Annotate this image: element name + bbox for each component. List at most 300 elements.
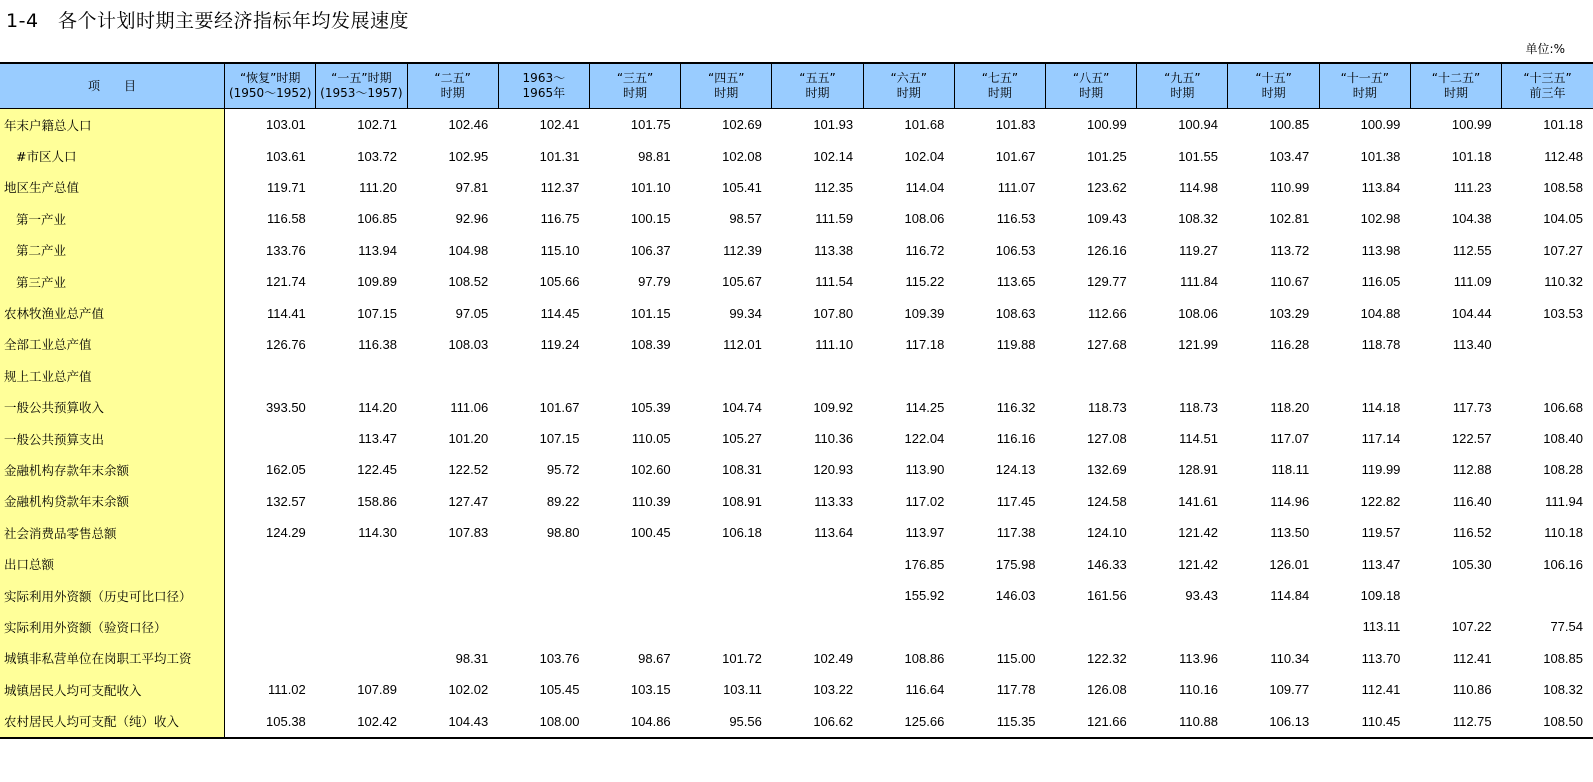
table-cell: 127.68 bbox=[1086, 336, 1127, 352]
table-cell: 115.35 bbox=[954, 705, 1045, 737]
table-cell: 98.31 bbox=[455, 650, 489, 666]
table-cell: 102.71 bbox=[357, 117, 397, 133]
table-cell bbox=[1137, 360, 1228, 391]
column-header: “五五” 时期 bbox=[772, 63, 863, 109]
table-row bbox=[0, 423, 1593, 454]
table-cell: 101.67 bbox=[539, 399, 580, 415]
table-row bbox=[0, 140, 1593, 171]
table-cell bbox=[772, 580, 863, 611]
table-cell: 105.38 bbox=[225, 705, 316, 737]
table-cell: 98.57 bbox=[729, 211, 762, 227]
table-cell: 101.15 bbox=[630, 305, 671, 321]
table-cell: 108.03 bbox=[448, 336, 489, 352]
row-label: 规上工业总产值 bbox=[0, 360, 225, 391]
table-cell: 113.96 bbox=[1179, 650, 1218, 666]
table-cell bbox=[1502, 329, 1593, 360]
table-cell: 113.47 bbox=[358, 431, 397, 447]
row-label: 第一产业 bbox=[0, 203, 225, 234]
table-cell bbox=[772, 360, 863, 391]
table-cell: 97.05 bbox=[455, 305, 489, 321]
table-cell: 100.99 bbox=[1086, 117, 1127, 133]
table-cell: 111.23 bbox=[1453, 179, 1492, 195]
table-cell bbox=[681, 611, 772, 642]
table-cell: 115.10 bbox=[540, 242, 580, 258]
table-cell: 101.83 bbox=[995, 117, 1036, 133]
table-cell: 114.04 bbox=[905, 179, 945, 195]
row-label: 出口总额 bbox=[0, 548, 225, 579]
table-cell: 111.10 bbox=[815, 336, 854, 352]
table-cell bbox=[954, 611, 1045, 642]
table-cell: 110.86 bbox=[1452, 682, 1492, 698]
table-cell: 105.67 bbox=[722, 274, 762, 290]
table-cell: 109.92 bbox=[813, 399, 854, 415]
table-cell bbox=[316, 611, 407, 642]
table-cell bbox=[589, 580, 680, 611]
table-cell bbox=[681, 548, 772, 579]
table-cell: 117.14 bbox=[1361, 431, 1401, 447]
table-cell: 98.67 bbox=[638, 650, 671, 666]
page-title: 1-4 各个计划时期主要经济指标年均发展速度 bbox=[6, 10, 410, 32]
table-cell: 121.74 bbox=[266, 274, 306, 290]
table-cell: 122.45 bbox=[357, 462, 397, 478]
table-row bbox=[0, 486, 1593, 517]
row-label: 实际利用外资额（历史可比口径） bbox=[0, 580, 225, 611]
table-cell: 132.69 bbox=[1086, 462, 1127, 478]
table-cell: 101.18 bbox=[1543, 117, 1583, 133]
table-row bbox=[0, 517, 1593, 548]
table-row bbox=[0, 392, 1593, 423]
table-row bbox=[0, 674, 1593, 705]
row-label: 一般公共预算收入 bbox=[0, 392, 225, 423]
table-cell: 111.20 bbox=[359, 179, 397, 195]
table-row bbox=[0, 329, 1593, 360]
table-cell: 104.43 bbox=[407, 705, 498, 737]
table-cell: 113.64 bbox=[814, 525, 854, 541]
table-cell: 104.74 bbox=[722, 399, 762, 415]
table-cell: 127.47 bbox=[448, 493, 489, 509]
table-cell: 126.08 bbox=[1086, 682, 1127, 698]
table-cell: 141.61 bbox=[1178, 493, 1218, 509]
table-cell: 104.88 bbox=[1360, 305, 1401, 321]
table-cell bbox=[407, 548, 498, 579]
table-cell: 123.62 bbox=[1086, 179, 1127, 195]
table-cell: 127.08 bbox=[1086, 431, 1127, 447]
table-cell: 122.52 bbox=[448, 462, 489, 478]
table-cell: 100.99 bbox=[1451, 117, 1492, 133]
column-header: “二五” 时期 bbox=[407, 63, 498, 109]
table-cell: 119.27 bbox=[1179, 242, 1218, 258]
table-cell: 108.91 bbox=[722, 493, 762, 509]
table-cell: 146.03 bbox=[995, 588, 1036, 604]
table-cell: 108.06 bbox=[1178, 305, 1218, 321]
table-cell: 105.30 bbox=[1451, 556, 1492, 572]
table-cell: 108.52 bbox=[448, 274, 489, 290]
table-cell: 112.75 bbox=[1410, 705, 1501, 737]
table-row bbox=[0, 235, 1593, 266]
table-cell: 113.97 bbox=[905, 525, 945, 541]
table-cell bbox=[589, 548, 680, 579]
table-cell: 113.47 bbox=[1361, 556, 1401, 572]
table-cell: 116.72 bbox=[905, 242, 945, 258]
table-cell: 113.11 bbox=[1362, 619, 1401, 635]
table-cell: 103.61 bbox=[266, 148, 306, 164]
table-row bbox=[0, 705, 1593, 737]
table-cell bbox=[225, 548, 316, 579]
table-cell: 102.42 bbox=[316, 705, 407, 737]
table-cell: 104.05 bbox=[1543, 211, 1583, 227]
row-label: 一般公共预算支出 bbox=[0, 423, 225, 454]
table-cell: 104.98 bbox=[448, 242, 489, 258]
table-cell: 113.98 bbox=[1361, 242, 1401, 258]
table-cell bbox=[316, 643, 407, 674]
table-header-row bbox=[0, 63, 1593, 109]
table-cell bbox=[772, 611, 863, 642]
table-cell: 120.93 bbox=[813, 462, 854, 478]
table-cell: 118.78 bbox=[1361, 336, 1401, 352]
table-cell: 106.85 bbox=[357, 211, 397, 227]
table-cell: 113.50 bbox=[1270, 525, 1310, 541]
table-cell bbox=[1046, 611, 1137, 642]
table-cell bbox=[1046, 360, 1137, 391]
row-label: 地区生产总值 bbox=[0, 172, 225, 203]
table-cell: 111.59 bbox=[815, 211, 854, 227]
table-cell: 117.02 bbox=[905, 493, 945, 509]
row-label: 城镇居民人均可支配收入 bbox=[0, 674, 225, 705]
table-body bbox=[0, 109, 1593, 738]
table-cell: 116.32 bbox=[996, 399, 1036, 415]
table-cell bbox=[1502, 360, 1593, 391]
table-row bbox=[0, 454, 1593, 485]
table-cell: 106.62 bbox=[772, 705, 863, 737]
table-cell: 106.18 bbox=[722, 525, 762, 541]
table-cell: 124.10 bbox=[1086, 525, 1127, 541]
table-cell: 102.69 bbox=[722, 117, 762, 133]
column-header: “四五” 时期 bbox=[681, 63, 772, 109]
table-cell: 118.20 bbox=[1270, 399, 1310, 415]
column-header: “十五” 时期 bbox=[1228, 63, 1319, 109]
column-header: “八五” 时期 bbox=[1046, 63, 1137, 109]
table-cell: 102.60 bbox=[630, 462, 671, 478]
table-cell bbox=[407, 360, 498, 391]
table-cell: 108.85 bbox=[1543, 650, 1583, 666]
table-cell: 113.72 bbox=[1270, 242, 1310, 258]
table-cell: 103.11 bbox=[723, 682, 762, 698]
table-cell: 114.45 bbox=[540, 305, 580, 321]
table-cell: 110.34 bbox=[1270, 650, 1310, 666]
table-cell: 108.58 bbox=[1543, 179, 1583, 195]
table-cell bbox=[498, 580, 589, 611]
table-cell bbox=[1228, 360, 1319, 391]
table-cell: 100.85 bbox=[1269, 117, 1310, 133]
table-cell: 89.22 bbox=[546, 493, 580, 509]
table-cell: 107.15 bbox=[357, 305, 397, 321]
table-cell: 110.32 bbox=[1544, 274, 1583, 290]
table-cell: 108.31 bbox=[722, 462, 762, 478]
table-cell: 106.16 bbox=[1543, 556, 1583, 572]
table-cell: 93.43 bbox=[1185, 588, 1218, 604]
table-cell: 102.41 bbox=[539, 117, 580, 133]
table-cell: 100.15 bbox=[630, 211, 671, 227]
table-cell: 101.31 bbox=[539, 148, 580, 164]
table-cell bbox=[1137, 611, 1228, 642]
table-cell: 112.55 bbox=[1452, 242, 1492, 258]
table-cell: 113.70 bbox=[1361, 650, 1401, 666]
column-header: “三五” 时期 bbox=[589, 63, 680, 109]
table-cell: 119.24 bbox=[540, 336, 580, 352]
table-cell: 102.14 bbox=[813, 148, 854, 164]
table-cell: 105.41 bbox=[722, 179, 762, 195]
row-label: 城镇非私营单位在岗职工平均工资 bbox=[0, 643, 225, 674]
table-cell: 102.02 bbox=[448, 682, 489, 698]
table-cell bbox=[225, 423, 316, 454]
table-cell: 110.05 bbox=[631, 431, 671, 447]
table-cell: 121.42 bbox=[1178, 556, 1218, 572]
table-cell: 103.01 bbox=[266, 117, 306, 133]
table-cell: 102.04 bbox=[904, 148, 945, 164]
table-cell bbox=[1410, 580, 1501, 611]
table-cell: 162.05 bbox=[266, 462, 306, 478]
table-cell: 110.88 bbox=[1137, 705, 1228, 737]
table-cell: 101.55 bbox=[1178, 148, 1218, 164]
table-cell: 158.86 bbox=[357, 493, 397, 509]
table-cell: 100.99 bbox=[1360, 117, 1401, 133]
table-cell bbox=[316, 360, 407, 391]
table-row bbox=[0, 203, 1593, 234]
table-cell: 106.68 bbox=[1543, 399, 1583, 415]
table-cell: 118.73 bbox=[1087, 399, 1127, 415]
table-cell: 116.64 bbox=[905, 682, 945, 698]
row-label: 农林牧渔业总产值 bbox=[0, 297, 225, 328]
table-cell: 107.83 bbox=[448, 525, 489, 541]
table-cell: 101.20 bbox=[448, 431, 489, 447]
table-cell: 102.98 bbox=[1360, 211, 1401, 227]
table-cell: 126.76 bbox=[266, 336, 306, 352]
column-header: “七五” 时期 bbox=[954, 63, 1045, 109]
table-cell: 117.73 bbox=[1452, 399, 1492, 415]
row-label: 金融机构贷款年末余额 bbox=[0, 486, 225, 517]
table-row bbox=[0, 548, 1593, 579]
table-cell: 124.13 bbox=[995, 462, 1036, 478]
table-cell bbox=[498, 611, 589, 642]
table-cell: 95.56 bbox=[681, 705, 772, 737]
table-cell: 102.81 bbox=[1269, 211, 1310, 227]
table-cell: 109.89 bbox=[357, 274, 397, 290]
table-cell: 117.45 bbox=[996, 493, 1036, 509]
table-cell bbox=[225, 643, 316, 674]
table-cell bbox=[681, 580, 772, 611]
column-header-item: 项 目 bbox=[0, 63, 225, 109]
table-cell: 155.92 bbox=[904, 588, 945, 604]
table-cell: 103.22 bbox=[813, 682, 854, 698]
table-cell: 106.53 bbox=[995, 242, 1036, 258]
table-cell: 92.96 bbox=[455, 211, 489, 227]
table-cell: 111.09 bbox=[1453, 274, 1492, 290]
column-header: “十三五” 前三年 bbox=[1502, 63, 1593, 109]
row-label: 社会消费品零售总额 bbox=[0, 517, 225, 548]
table-cell: 110.45 bbox=[1319, 705, 1410, 737]
table-cell bbox=[407, 580, 498, 611]
table-cell: 116.53 bbox=[996, 211, 1036, 227]
table-cell: 125.66 bbox=[863, 705, 954, 737]
table-cell: 114.30 bbox=[358, 525, 397, 541]
row-label: #市区人口 bbox=[0, 140, 225, 171]
table-cell: 113.40 bbox=[1452, 336, 1492, 352]
table-cell: 116.40 bbox=[1452, 493, 1492, 509]
table-cell: 107.27 bbox=[1543, 242, 1583, 258]
table-cell: 108.63 bbox=[995, 305, 1036, 321]
column-header: “九五” 时期 bbox=[1137, 63, 1228, 109]
table-row bbox=[0, 580, 1593, 611]
table-row bbox=[0, 266, 1593, 297]
table-cell bbox=[589, 360, 680, 391]
table-cell bbox=[316, 580, 407, 611]
table-cell: 109.43 bbox=[1086, 211, 1127, 227]
table-row bbox=[0, 297, 1593, 328]
table-cell: 103.76 bbox=[539, 650, 580, 666]
table-cell: 116.05 bbox=[1361, 274, 1401, 290]
table-cell: 114.51 bbox=[1179, 431, 1218, 447]
table-cell: 105.45 bbox=[539, 682, 580, 698]
table-cell: 113.38 bbox=[814, 242, 854, 258]
table-cell bbox=[863, 360, 954, 391]
table-cell bbox=[225, 611, 316, 642]
table-cell: 117.78 bbox=[996, 682, 1036, 698]
table-cell: 114.84 bbox=[1270, 588, 1310, 604]
table-cell: 124.29 bbox=[266, 525, 306, 541]
table-cell: 112.37 bbox=[540, 179, 580, 195]
table-cell bbox=[589, 611, 680, 642]
table-cell: 103.72 bbox=[357, 148, 397, 164]
table-cell: 113.33 bbox=[814, 493, 854, 509]
table-cell: 107.15 bbox=[539, 431, 580, 447]
table-cell bbox=[681, 360, 772, 391]
table-cell: 112.35 bbox=[814, 179, 854, 195]
table-row bbox=[0, 109, 1593, 141]
table-cell: 107.89 bbox=[357, 682, 397, 698]
table-cell: 110.67 bbox=[1270, 274, 1310, 290]
table-cell: 101.67 bbox=[995, 148, 1036, 164]
table-cell: 113.94 bbox=[358, 242, 397, 258]
table-cell: 117.38 bbox=[996, 525, 1036, 541]
table-cell: 122.57 bbox=[1451, 431, 1492, 447]
table-cell: 118.11 bbox=[1271, 462, 1310, 478]
table-cell: 128.91 bbox=[1178, 462, 1218, 478]
table-cell bbox=[407, 611, 498, 642]
unit-label: 单位:% bbox=[1525, 42, 1565, 56]
table-cell: 110.99 bbox=[1270, 179, 1310, 195]
row-label: 全部工业总产值 bbox=[0, 329, 225, 360]
table-cell: 121.99 bbox=[1178, 336, 1218, 352]
table-cell: 109.39 bbox=[904, 305, 945, 321]
table-cell: 117.18 bbox=[905, 336, 945, 352]
table-cell: 102.46 bbox=[448, 117, 489, 133]
table-cell: 119.88 bbox=[996, 336, 1036, 352]
table-cell: 109.18 bbox=[1360, 588, 1401, 604]
table-cell: 110.18 bbox=[1544, 525, 1583, 541]
table-cell: 108.39 bbox=[630, 336, 671, 352]
column-header: “十一五” 时期 bbox=[1319, 63, 1410, 109]
table-cell: 115.00 bbox=[996, 650, 1036, 666]
table-cell: 95.72 bbox=[546, 462, 580, 478]
table-cell: 105.39 bbox=[630, 399, 671, 415]
table-cell: 97.79 bbox=[638, 274, 671, 290]
table-cell: 119.57 bbox=[1361, 525, 1401, 541]
table-row bbox=[0, 360, 1593, 391]
table-cell: 100.45 bbox=[630, 525, 671, 541]
table-cell: 393.50 bbox=[266, 399, 306, 415]
table-cell: 101.72 bbox=[722, 650, 762, 666]
table-cell: 101.25 bbox=[1086, 148, 1127, 164]
table-cell: 111.06 bbox=[450, 399, 489, 415]
table-cell: 126.16 bbox=[1086, 242, 1127, 258]
table-cell: 114.20 bbox=[358, 399, 397, 415]
row-label: 金融机构存款年末余额 bbox=[0, 454, 225, 485]
table-cell: 106.37 bbox=[630, 242, 671, 258]
table-cell: 114.96 bbox=[1270, 493, 1310, 509]
table-cell: 101.10 bbox=[630, 179, 671, 195]
table-cell bbox=[498, 360, 589, 391]
table-cell: 114.18 bbox=[1361, 399, 1401, 415]
table-cell: 113.84 bbox=[1361, 179, 1401, 195]
table-cell: 112.41 bbox=[1361, 682, 1401, 698]
table-row bbox=[0, 611, 1593, 642]
table-cell: 116.28 bbox=[1270, 336, 1310, 352]
table-cell: 108.32 bbox=[1543, 682, 1583, 698]
table-cell: 110.36 bbox=[814, 431, 854, 447]
table-cell: 161.56 bbox=[1086, 588, 1127, 604]
table-cell: 112.41 bbox=[1452, 650, 1492, 666]
row-label: 年末户籍总人口 bbox=[0, 109, 225, 141]
table-cell: 99.34 bbox=[729, 305, 762, 321]
table-cell: 108.28 bbox=[1543, 462, 1583, 478]
column-header: “六五” 时期 bbox=[863, 63, 954, 109]
table-cell: 111.02 bbox=[267, 682, 306, 698]
table-cell: 116.75 bbox=[540, 211, 580, 227]
table-cell: 108.40 bbox=[1543, 431, 1583, 447]
table-cell: 104.38 bbox=[1451, 211, 1492, 227]
table-cell: 97.81 bbox=[455, 179, 489, 195]
table-cell: 118.73 bbox=[1179, 399, 1218, 415]
table-cell: 122.82 bbox=[1360, 493, 1401, 509]
table-cell: 119.71 bbox=[266, 179, 306, 195]
table-cell: 111.54 bbox=[815, 274, 854, 290]
table-cell: 113.90 bbox=[905, 462, 945, 478]
table-cell bbox=[498, 548, 589, 579]
row-label: 实际利用外资额（验资口径） bbox=[0, 611, 225, 642]
table-cell bbox=[225, 360, 316, 391]
table-cell: 103.29 bbox=[1269, 305, 1310, 321]
table-cell: 111.07 bbox=[997, 179, 1036, 195]
table-cell: 116.38 bbox=[358, 336, 397, 352]
table-cell: 103.47 bbox=[1269, 148, 1310, 164]
table-cell: 108.00 bbox=[498, 705, 589, 737]
table-cell: 104.86 bbox=[589, 705, 680, 737]
table-cell: 105.66 bbox=[539, 274, 580, 290]
table-cell: 112.01 bbox=[723, 336, 762, 352]
column-header: 1963～ 1965年 bbox=[498, 63, 589, 109]
table-cell: 98.80 bbox=[546, 525, 580, 541]
table-cell: 101.68 bbox=[904, 117, 945, 133]
table-cell: 106.13 bbox=[1228, 705, 1319, 737]
table-cell: 112.48 bbox=[1544, 148, 1583, 164]
table-row bbox=[0, 643, 1593, 674]
row-label: 第三产业 bbox=[0, 266, 225, 297]
table-cell: 110.16 bbox=[1179, 682, 1218, 698]
table-cell: 132.57 bbox=[266, 493, 306, 509]
table-cell: 108.32 bbox=[1178, 211, 1218, 227]
table-cell: 114.25 bbox=[905, 399, 945, 415]
table-cell: 103.15 bbox=[630, 682, 671, 698]
